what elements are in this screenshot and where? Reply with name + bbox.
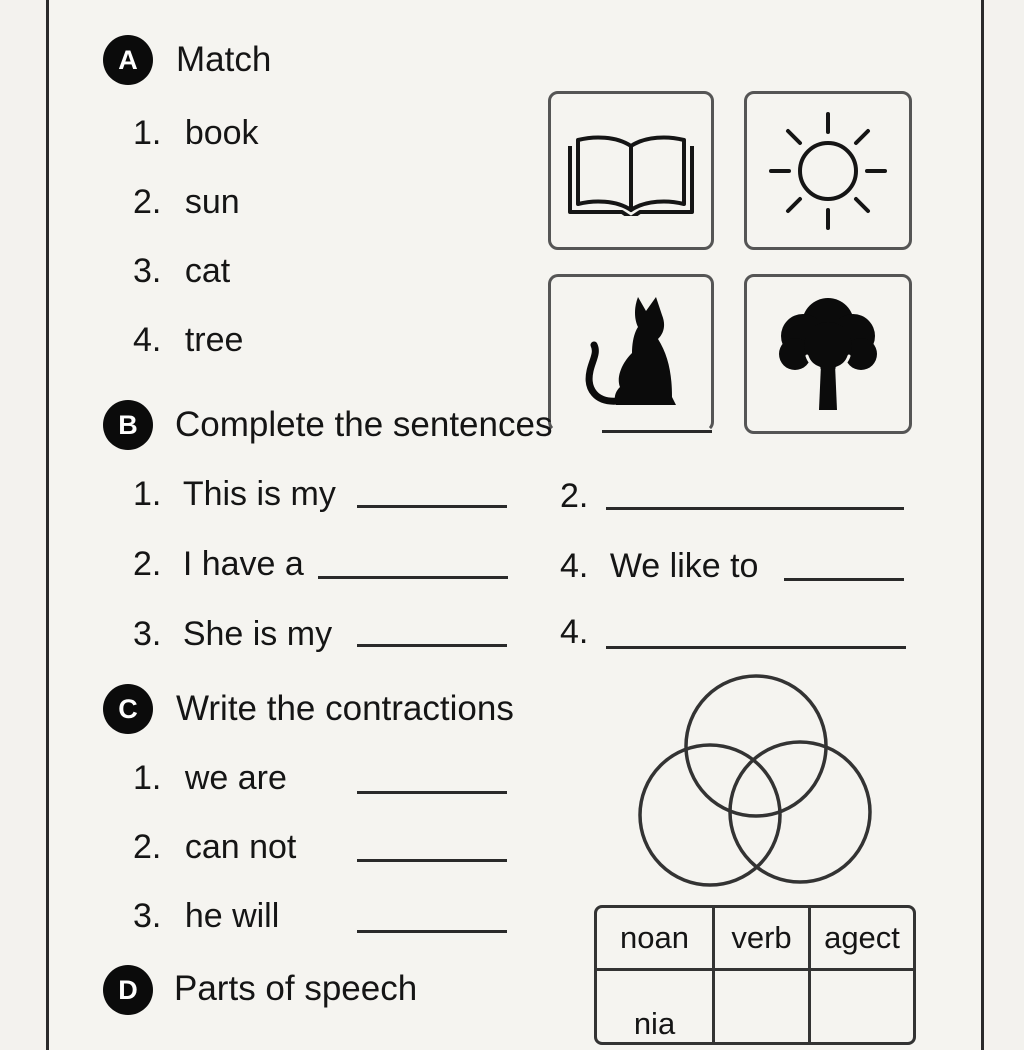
match-item-4-text: tree bbox=[184, 321, 244, 359]
table-cell-adjective[interactable] bbox=[810, 970, 914, 1043]
venn-diagram bbox=[630, 672, 880, 892]
section-d-badge-letter: D bbox=[118, 974, 138, 1005]
contraction-item-2-num: 2. bbox=[133, 828, 162, 866]
sentence-right-1 bbox=[560, 476, 588, 516]
section-c-badge bbox=[103, 684, 153, 734]
match-item-3-num: 3. bbox=[133, 252, 162, 290]
match-item-1-num: 1. bbox=[133, 114, 162, 152]
book-icon bbox=[566, 126, 696, 216]
book-picture-tile bbox=[548, 91, 714, 250]
sentence-left-1-text: This is my bbox=[182, 475, 336, 513]
sentence-right-3-num: 4. bbox=[560, 613, 589, 651]
match-item-2-num: 2. bbox=[133, 183, 162, 221]
sentence-right-1-num: 2. bbox=[560, 477, 589, 515]
match-item-1 bbox=[133, 113, 259, 153]
section-c-badge-letter: C bbox=[118, 693, 138, 724]
table-cell-noun[interactable]: nia bbox=[597, 970, 714, 1043]
cat-picture-tile bbox=[548, 274, 714, 432]
section-d-title: Parts of speech bbox=[174, 969, 418, 1008]
match-item-2 bbox=[133, 182, 240, 222]
contraction-item-2 bbox=[133, 827, 296, 867]
match-item-3 bbox=[133, 251, 230, 291]
section-b-badge bbox=[103, 400, 153, 450]
sentence-left-3-num: 3. bbox=[133, 615, 162, 653]
sentence-left-3-blank[interactable] bbox=[357, 644, 507, 647]
sentence-left-2-blank[interactable] bbox=[318, 576, 508, 579]
contraction-3-blank[interactable] bbox=[357, 930, 507, 933]
sentence-left-1-blank[interactable] bbox=[357, 505, 507, 508]
parts-of-speech-table bbox=[594, 905, 916, 1045]
sentence-left-1-num: 1. bbox=[133, 475, 162, 513]
match-item-3-text: cat bbox=[184, 252, 231, 290]
sentence-right-2-text: We like to bbox=[609, 547, 759, 585]
sentence-right-2-num: 4. bbox=[560, 547, 589, 585]
sun-picture-tile bbox=[744, 91, 912, 250]
section-a-title: Match bbox=[176, 40, 272, 79]
contraction-item-3-num: 3. bbox=[133, 897, 162, 935]
sentence-right-3-blank[interactable] bbox=[606, 646, 906, 649]
sentence-left-3-text: She is my bbox=[182, 615, 333, 653]
match-item-2-text: sun bbox=[184, 183, 240, 221]
venn-circle-right bbox=[730, 742, 870, 882]
sentence-right-2 bbox=[560, 546, 758, 586]
table-header-verb: verb bbox=[714, 908, 810, 970]
section-b-title: Complete the sentences bbox=[175, 405, 553, 444]
match-answer-line bbox=[602, 430, 712, 433]
section-c-title: Write the contractions bbox=[176, 689, 514, 728]
sentence-left-2-num: 2. bbox=[133, 545, 162, 583]
match-item-4-num: 4. bbox=[133, 321, 162, 359]
tree-icon bbox=[773, 294, 883, 414]
section-a-badge-letter: A bbox=[118, 44, 138, 75]
sentence-right-2-blank[interactable] bbox=[784, 578, 904, 581]
contraction-item-3 bbox=[133, 896, 279, 936]
sentence-left-1 bbox=[133, 474, 336, 514]
sentence-left-2-text: I have a bbox=[182, 545, 304, 583]
match-item-1-text: book bbox=[184, 114, 259, 152]
section-a-badge bbox=[103, 35, 153, 85]
contraction-1-blank[interactable] bbox=[357, 791, 507, 794]
match-item-4 bbox=[133, 320, 243, 360]
sentence-right-1-blank[interactable] bbox=[606, 507, 904, 510]
sentence-left-2 bbox=[133, 544, 304, 584]
contraction-2-blank[interactable] bbox=[357, 859, 507, 862]
sun-icon bbox=[763, 106, 893, 236]
contraction-item-2-text: can not bbox=[184, 828, 297, 866]
table-header-adjective: agect bbox=[810, 908, 914, 970]
contraction-item-1 bbox=[133, 758, 287, 798]
sentence-left-3 bbox=[133, 614, 332, 654]
contraction-item-1-text: we are bbox=[184, 759, 287, 797]
section-b-badge-letter: B bbox=[118, 409, 138, 440]
section-d-badge bbox=[103, 965, 153, 1015]
contraction-item-3-text: he will bbox=[184, 897, 280, 935]
table-header-noun: noan bbox=[597, 908, 714, 970]
contraction-item-1-num: 1. bbox=[133, 759, 162, 797]
cat-icon bbox=[576, 293, 686, 413]
tree-picture-tile bbox=[744, 274, 912, 434]
sentence-right-3 bbox=[560, 612, 588, 652]
table-cell-verb[interactable] bbox=[714, 970, 810, 1043]
